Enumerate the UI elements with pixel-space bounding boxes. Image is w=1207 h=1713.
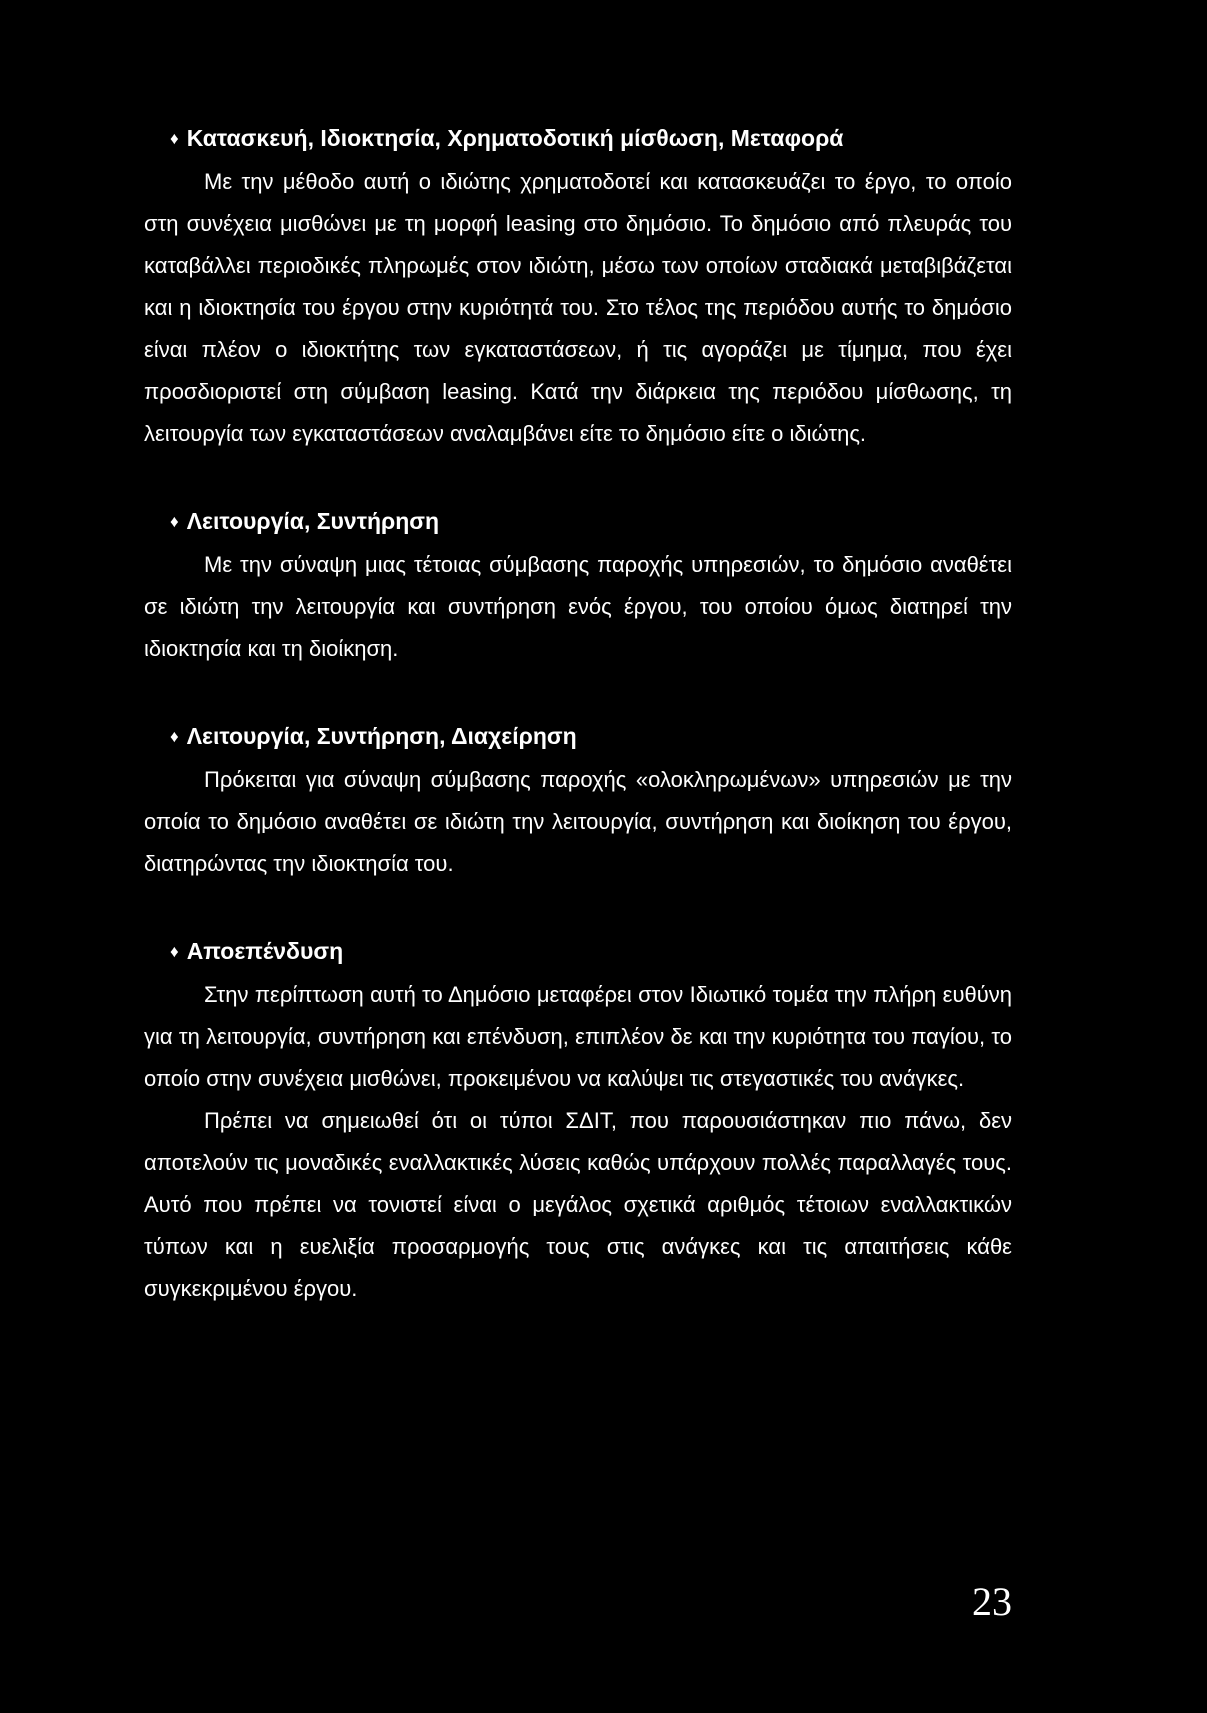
paragraph: Με την μέθοδο αυτή ο ιδιώτης χρηματοδοτεί και κατασκευάζει το έργο, το οποίο στη συνέχεια μισθώνει με τη μορφή leasing στο δημόσιο. Το δημόσιο από πλευράς του καταβάλλει περιοδικές πληρωμές στον ιδιώτη, μέσω των οποίων σταδιακά μεταβιβάζεται και η ιδιοκτησία του έργου στην κυριότητά του. Στο τέλος της περιόδου αυτής το δημόσιο είναι πλέον ο ιδιοκτήτης των εγκαταστάσεων, ή τις αγοράζει με τίμημα, που έχει προσδιοριστεί στη σύμβαση leasing. Κατά την διάρκεια της περιόδου μίσθωσης, τη λειτουργία των εγκαταστάσεων αναλαμβάνει είτε το δημόσιο είτε ο ιδιώτης. — [144, 169, 1012, 446]
section-construction-leasing — [144, 118, 1012, 455]
section-operation-maintenance — [144, 501, 1012, 670]
diamond-bullet-icon: ♦ — [170, 512, 179, 531]
diamond-bullet-icon: ♦ — [170, 942, 179, 961]
paragraph: Πρέπει να σημειωθεί ότι οι τύποι ΣΔΙΤ, που παρουσιάστηκαν πιο πάνω, δεν αποτελούν τις μοναδικές εναλλακτικές λύσεις καθώς υπάρχουν πολλές παραλλαγές τους. Αυτό που πρέπει να τονιστεί είναι ο μεγάλος σχετικά αριθμός τέτοιων εναλλακτικών τύπων και η ευελιξία προσαρμογής τους στις ανάγκες και τις απαιτήσεις κάθε συγκεκριμένου έργου. — [144, 1108, 1012, 1301]
page-number: 23 — [972, 1579, 1012, 1624]
section-heading — [170, 501, 1012, 544]
section-divestment — [144, 931, 1012, 1310]
section-heading-text: Λειτουργία, Συντήρηση — [186, 508, 440, 534]
section-heading-text: Αποεπένδυση — [186, 938, 344, 964]
document-page — [144, 118, 1012, 1310]
section-heading — [170, 118, 1012, 161]
section-operation-maintenance-management — [144, 716, 1012, 885]
diamond-bullet-icon: ♦ — [170, 727, 179, 746]
section-heading-text: Κατασκευή, Ιδιοκτησία, Χρηματοδοτική μίσθωση, Μεταφορά — [186, 125, 844, 151]
diamond-bullet-icon: ♦ — [170, 129, 179, 148]
section-heading-text: Λειτουργία, Συντήρηση, Διαχείρηση — [186, 723, 577, 749]
paragraph: Με την σύναψη μιας τέτοιας σύμβασης παροχής υπηρεσιών, το δημόσιο αναθέτει σε ιδιώτη την λειτουργία και συντήρηση ενός έργου, του οποίου όμως διατηρεί την ιδιοκτησία και τη διοίκηση. — [144, 552, 1012, 661]
section-heading — [170, 716, 1012, 759]
section-heading — [170, 931, 1012, 974]
paragraph: Στην περίπτωση αυτή το Δημόσιο μεταφέρει στον Ιδιωτικό τομέα την πλήρη ευθύνη για τη λειτουργία, συντήρηση και επένδυση, επιπλέον δε και την κυριότητα του παγίου, το οποίο στην συνέχεια μισθώνει, προκειμένου να καλύψει τις στεγαστικές του ανάγκες. — [144, 982, 1012, 1091]
paragraph: Πρόκειται για σύναψη σύμβασης παροχής «ολοκληρωμένων» υπηρεσιών με την οποία το δημόσιο αναθέτει σε ιδιώτη την λειτουργία, συντήρηση και διοίκηση του έργου, διατηρώντας την ιδιοκτησία του. — [144, 767, 1012, 876]
